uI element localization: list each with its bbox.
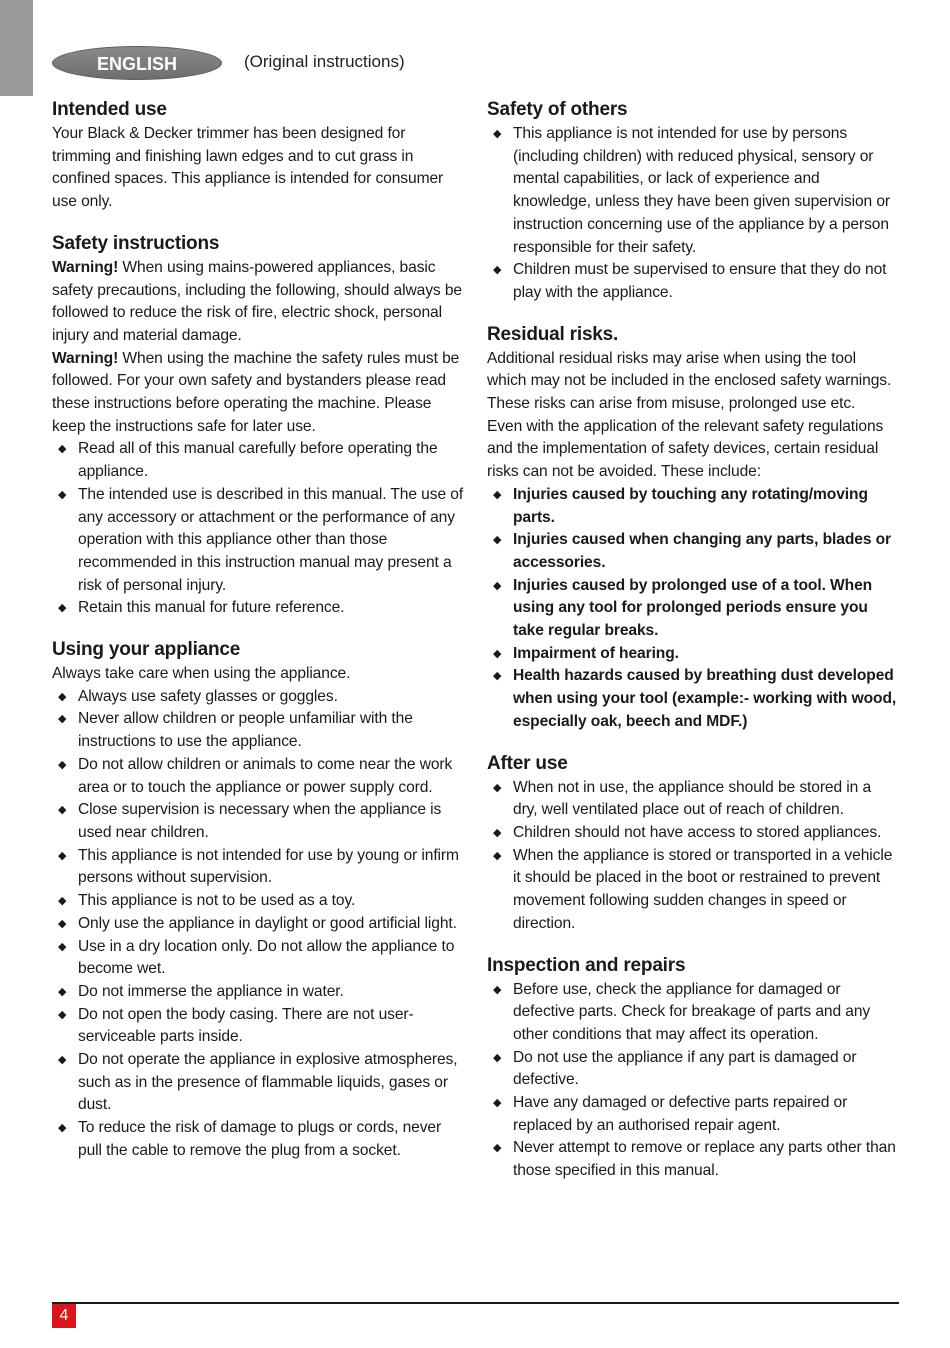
diamond-bullet-icon: ◆ — [58, 758, 67, 771]
right-column — [487, 98, 899, 1201]
section-title: Intended use — [52, 99, 167, 120]
list-item: ◆ Read all of this manual carefully before operating the appliance. — [58, 440, 438, 481]
bullet-list — [487, 484, 899, 734]
warning-label: Warning! — [52, 349, 119, 367]
section-inspection-and-repairs — [487, 954, 899, 1183]
diamond-bullet-icon: ◆ — [58, 1008, 67, 1021]
warning-text: When using mains-powered appliances, basic safety precautions, including the following, should always be followed to reduce the risk of fire, electric shock, personal injury and material damage. — [52, 258, 462, 344]
diamond-bullet-icon: ◆ — [493, 1097, 502, 1110]
diamond-bullet-icon: ◆ — [493, 488, 502, 501]
list-item: ◆ Do not open the body casing. There are not user-serviceable parts inside. — [58, 1005, 414, 1046]
diamond-bullet-icon: ◆ — [58, 804, 67, 817]
list-item: ◆ This appliance is not intended for use by young or infirm persons without supervision. — [58, 846, 459, 887]
diamond-bullet-icon: ◆ — [58, 1054, 67, 1067]
warning-text: When using the machine the safety rules must be followed. For your own safety and bystanders please read these instructions before operating the machine. Please keep the instructions safe for later use. — [52, 349, 460, 435]
warning-paragraph — [52, 257, 464, 348]
diamond-bullet-icon: ◆ — [493, 647, 502, 660]
list-item: ◆ This appliance is not intended for use by persons (including children) with reduced physical, sensory or mental capabilities, or lack of experience and knowledge, unless they have been given supervision or instruction concerning use of the appliance by a person responsible for their safety. — [493, 125, 890, 256]
diamond-bullet-icon: ◆ — [493, 128, 502, 140]
diamond-bullet-icon: ◆ — [493, 826, 502, 839]
list-item: ◆ Have any damaged or defective parts repaired or replaced by an authorised repair agent. — [493, 1094, 848, 1134]
warning-paragraph — [52, 348, 464, 439]
diamond-bullet-icon: ◆ — [493, 983, 502, 996]
bullet-list — [52, 686, 464, 1163]
original-instructions-label: (Original instructions) — [244, 52, 405, 71]
diamond-bullet-icon: ◆ — [493, 1051, 502, 1064]
diamond-bullet-icon: ◆ — [58, 488, 67, 501]
bullet-list — [487, 123, 899, 305]
page-number: 4 — [52, 1304, 76, 1328]
list-item: ◆ Injuries caused when changing any parts, blades or accessories. — [493, 531, 892, 571]
warning-label: Warning! — [52, 258, 119, 276]
list-item: ◆ Health hazards caused by breathing dust developed when using your tool (example:- working with wood, especially oak, beech and MDF.) — [493, 667, 897, 730]
list-item: ◆ Never attempt to remove or replace any parts other than those specified in this manual. — [493, 1139, 896, 1180]
bullet-list — [52, 438, 464, 620]
section-safety-instructions — [52, 232, 464, 620]
list-item: ◆ Before use, check the appliance for damaged or defective parts. Check for breakage of parts and any other conditions that may affect its operation. — [493, 980, 871, 1043]
diamond-bullet-icon: ◆ — [493, 670, 502, 683]
side-tab-marker — [0, 0, 33, 96]
section-title: Inspection and repairs — [487, 954, 686, 976]
paragraph: Your Black & Decker trimmer has been designed for trimming and finishing lawn edges and to cut grass in confined spaces. This appliance is intended for consumer use only. — [52, 125, 444, 211]
paragraph: Additional residual risks may arise when using the tool which may not be included in the enclosed safety warnings. These risks can arise from misuse, prolonged use etc. — [487, 349, 892, 413]
diamond-bullet-icon: ◆ — [58, 602, 67, 615]
diamond-bullet-icon: ◆ — [493, 1142, 502, 1155]
diamond-bullet-icon: ◆ — [58, 713, 67, 726]
bullet-list — [487, 777, 899, 936]
diamond-bullet-icon: ◆ — [58, 849, 67, 862]
diamond-bullet-icon: ◆ — [58, 940, 67, 953]
diamond-bullet-icon: ◆ — [58, 895, 67, 908]
list-item: ◆ Do not operate the appliance in explosive atmospheres, such as in the presence of flammable liquids, gases or dust. — [58, 1051, 458, 1114]
section-using-your-appliance — [52, 638, 464, 1162]
paragraph: Always take care when using the appliance. — [52, 665, 351, 683]
list-item: ◆ Do not allow children or animals to come near the work area or to touch the appliance or power supply cord. — [58, 755, 453, 796]
section-residual-risks — [487, 323, 899, 734]
list-item: ◆ This appliance is not to be used as a toy. — [52, 890, 464, 913]
bullet-list — [487, 979, 899, 1183]
list-item: ◆ The intended use is described in this manual. The use of any accessory or attachment or the performance of any operation with this appliance other than those recommended in this instruction manual may present a risk of personal injury. — [58, 485, 464, 594]
paragraph: Even with the application of the relevant safety regulations and the implementation of safety devices, certain residual risks can not be avoided. These include: — [487, 417, 884, 481]
list-item: ◆ Do not immerse the appliance in water. — [52, 981, 464, 1004]
section-title: Using your appliance — [52, 639, 241, 661]
section-title: Safety instructions — [52, 232, 220, 254]
list-item: ◆ Use in a dry location only. Do not allow the appliance to become wet. — [58, 937, 455, 978]
section-title: Safety of others — [487, 99, 628, 120]
diamond-bullet-icon: ◆ — [58, 985, 67, 998]
list-item: ◆ Children should not have access to stored appliances. — [487, 822, 899, 845]
diamond-bullet-icon: ◆ — [58, 917, 67, 930]
diamond-bullet-icon: ◆ — [493, 781, 502, 794]
diamond-bullet-icon: ◆ — [493, 534, 502, 547]
diamond-bullet-icon: ◆ — [58, 443, 67, 456]
footer-rule — [52, 1302, 899, 1304]
list-item: ◆ Impairment of hearing. — [487, 643, 899, 666]
list-item: ◆ Children must be supervised to ensure that they do not play with the appliance. — [493, 261, 887, 301]
list-item: ◆ Do not use the appliance if any part is damaged or defective. — [493, 1048, 857, 1089]
list-item: ◆ Injuries caused by touching any rotating/moving parts. — [493, 485, 868, 526]
diamond-bullet-icon: ◆ — [493, 264, 502, 277]
diamond-bullet-icon: ◆ — [493, 579, 502, 592]
section-safety-of-others — [487, 98, 899, 305]
diamond-bullet-icon: ◆ — [58, 690, 67, 703]
list-item: ◆ Only use the appliance in daylight or good artificial light. — [52, 913, 464, 936]
section-title: After use — [487, 752, 568, 774]
section-after-use — [487, 752, 899, 936]
list-item: ◆ Close supervision is necessary when the appliance is used near children. — [58, 801, 442, 841]
list-item: ◆ Never allow children or people unfamiliar with the instructions to use the appliance. — [58, 710, 413, 751]
section-intended-use — [52, 98, 464, 214]
language-badge: ENGLISH — [52, 46, 222, 80]
list-item: ◆ Retain this manual for future reference. — [52, 597, 464, 620]
list-item: ◆ When not in use, the appliance should be stored in a dry, well ventilated place out of reach of children. — [493, 778, 872, 819]
list-item: ◆ When the appliance is stored or transported in a vehicle it should be placed in the boot or restrained to prevent movement following sudden changes in speed or direction. — [493, 846, 893, 932]
diamond-bullet-icon: ◆ — [58, 1122, 67, 1135]
list-item: ◆ Injuries caused by prolonged use of a tool. When using any tool for prolonged periods ensure you take regular breaks. — [493, 576, 873, 640]
left-column — [52, 98, 464, 1181]
list-item: ◆ To reduce the risk of damage to plugs or cords, never pull the cable to remove the plug from a socket. — [58, 1119, 442, 1159]
section-title: Residual risks. — [487, 323, 619, 345]
list-item: ◆ Always use safety glasses or goggles. — [52, 686, 464, 709]
diamond-bullet-icon: ◆ — [493, 849, 502, 862]
